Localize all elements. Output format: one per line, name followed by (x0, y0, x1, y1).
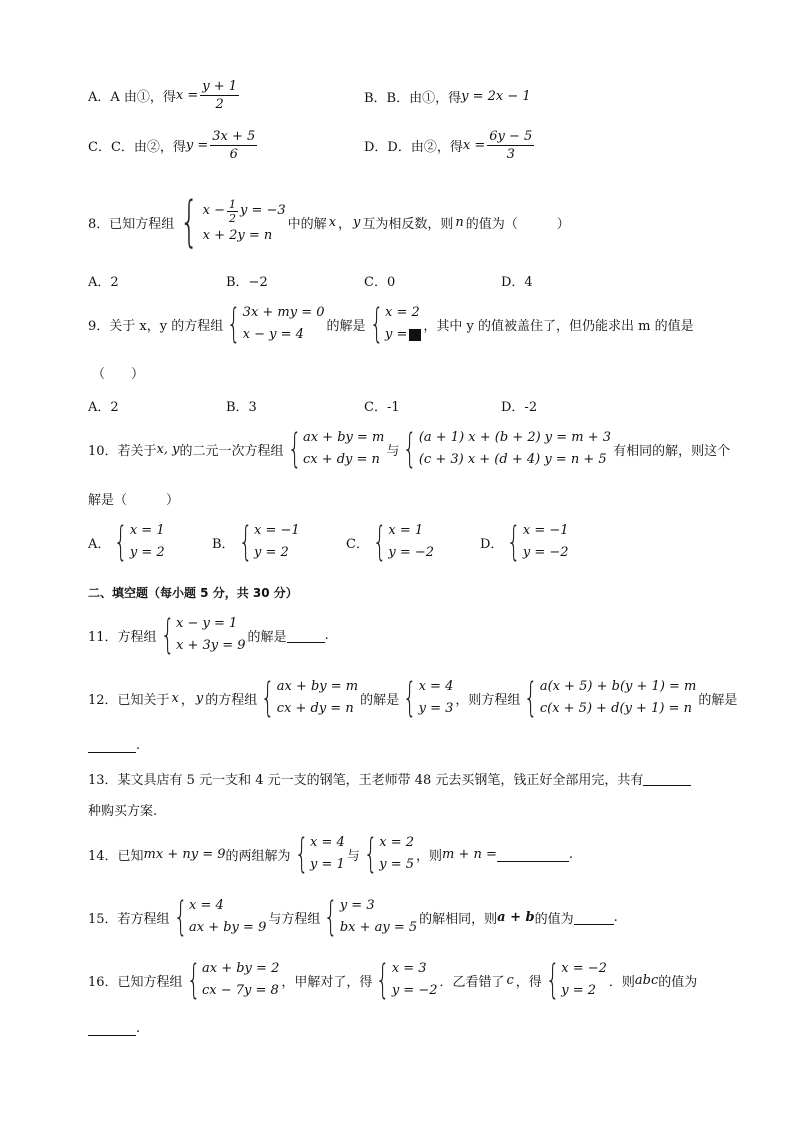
q15-s1-l1: x = 4 (189, 898, 224, 913)
q12-sol-l1: x = 4 (418, 679, 454, 694)
q15-stem (88, 895, 618, 939)
q10-sys2-line2: (c + 3) x + (d + 4) y = n + 5 (418, 452, 607, 467)
q10-option-a-system (112, 520, 164, 564)
q10-option-c-system (371, 520, 434, 564)
q8-prefix: 8．已知方程组 (88, 216, 175, 232)
q11-suffix: 的解是 (247, 629, 287, 645)
q10-option-b-system (237, 520, 300, 564)
q10-suffix: 有相同的解，则这个 (613, 443, 731, 459)
q15-s2-l1: y = 3 (339, 898, 375, 913)
q10-mid2: 与 (386, 443, 400, 459)
q9-stem (88, 302, 694, 346)
q16-s1-l1: ax + by = 2 (202, 961, 280, 976)
q11-system-lines (176, 613, 246, 657)
q14-mid3: ，则 (416, 848, 443, 864)
q15-mid2: 的解相同，则 (419, 911, 498, 927)
q12-sys2-l1: a(x + 5) + b(y + 1) = m (539, 679, 697, 694)
q11-stem (88, 613, 329, 657)
q9-mid: 的解是 (326, 318, 366, 334)
q7-d-lhs: x = (462, 138, 486, 153)
q13-line1 (88, 769, 691, 788)
q10-option-a-lines (130, 520, 165, 564)
q7-option-b (364, 87, 531, 106)
left-brace-icon: { (160, 612, 175, 658)
left-brace-icon: { (524, 675, 539, 721)
q7-a-lhs: x = (175, 88, 199, 103)
q15-s2-l2: bx + ay = 5 (339, 920, 418, 935)
q10-option-c-l2: y = −2 (388, 545, 435, 560)
q16-system (185, 958, 280, 1002)
q10-option-b-l1: x = −1 (254, 523, 300, 538)
q8-half-fraction (227, 198, 238, 225)
q16-mid2: ．乙看错了 (439, 974, 505, 990)
q8-system-lines (203, 198, 286, 247)
q9-prefix: 9．关于 x，y 的方程组 (88, 318, 224, 334)
q8-comma: ， (338, 216, 352, 232)
q10-system1-lines (303, 427, 384, 471)
q12-answer-blank[interactable] (88, 738, 136, 753)
q14-solution1 (293, 832, 345, 876)
left-brace-icon: { (226, 301, 241, 347)
q10-system2 (401, 427, 611, 471)
q7-a-denominator: 2 (215, 97, 224, 112)
q10-prefix: 10．若关于 (88, 443, 157, 459)
q12-solution-lines (419, 676, 454, 720)
q16-mid5: 的值为 (658, 974, 698, 990)
q11-l2: x + 3y = 9 (176, 638, 246, 653)
section-heading-fill-in: 二、填空题（每小题 5 分，共 30 分） (88, 586, 298, 600)
q14-s2-l2: y = 5 (379, 857, 415, 872)
q9-system (225, 302, 324, 346)
left-brace-icon: { (294, 831, 309, 877)
q10-option-d-l2: y = −2 (522, 545, 569, 560)
q10-option-d-system (505, 520, 568, 564)
q16-var-c: c (506, 972, 514, 988)
q10-option-c-lines (388, 520, 434, 564)
q10-stem (88, 427, 730, 471)
left-brace-icon: { (180, 190, 199, 253)
q10-option-c-l1: x = 1 (388, 523, 424, 538)
q10-option-b-label: B． (212, 536, 235, 552)
q12-sys2-l2: c(x + 5) + d(y + 1) = n (539, 701, 692, 716)
q13-answer-blank[interactable] (643, 771, 691, 786)
left-brace-icon: { (376, 957, 391, 1003)
left-brace-icon: { (372, 519, 387, 565)
q16-system-lines (202, 958, 279, 1002)
q15-system1 (172, 895, 267, 939)
q9-option-a: A．2 (88, 400, 119, 415)
q8-option-b: B．−2 (226, 275, 268, 290)
q7-a-numerator: y + 1 (202, 79, 238, 94)
q10-option-a-label: A． (88, 536, 111, 552)
q7-c-denominator: 6 (229, 147, 238, 162)
q10-vars: x, y (156, 441, 180, 457)
q11-prefix: 11．方程组 (88, 629, 157, 645)
q7-option-d (364, 128, 536, 163)
q14-stem (88, 832, 573, 876)
q14-equation: mx + ny = 9 (143, 846, 226, 862)
q9-suffix: ，其中 y 的值被盖住了，但仍能求出 m 的值是 (423, 318, 694, 334)
q13-text-line1: 13．某文具店有 5 元一支和 4 元一支的钢笔，王老师带 48 元去买钢笔，钱正好全部用完，共有 (88, 773, 644, 788)
q16-s1-l2: cx − 7y = 8 (202, 983, 279, 998)
left-brace-icon: { (402, 675, 417, 721)
q7-c-label: C．C．由②，得 (88, 140, 186, 155)
q16-s2-l2: y = −2 (391, 983, 438, 998)
q11-system (159, 613, 246, 657)
q8-stem (88, 190, 570, 253)
q8-option-a: A．2 (88, 275, 119, 290)
q16-answer-line (88, 1021, 140, 1036)
q12-var-y: y (195, 690, 204, 706)
q15-s1-l2: ax + by = 9 (189, 920, 267, 935)
q16-solution-correct (374, 958, 437, 1002)
q10-sys2-line1: (a + 1) x + (b + 2) y = m + 3 (418, 430, 612, 445)
q16-stem (88, 958, 697, 1002)
left-brace-icon: { (403, 426, 418, 472)
q11-end: . (324, 627, 329, 643)
q8-suffix3: 的值为（ ） (465, 216, 570, 232)
left-brace-icon: { (261, 675, 276, 721)
left-brace-icon: { (507, 519, 522, 565)
left-brace-icon: { (545, 957, 560, 1003)
q12-system2 (522, 676, 696, 720)
q9-solution-lines (385, 302, 421, 346)
q9-sys-line2: x − y = 4 (242, 327, 304, 342)
q9-solution (368, 302, 422, 346)
q12-sys1-l2: cx + dy = n (276, 701, 354, 716)
q12-mid3: ，则方程组 (455, 692, 521, 708)
q9-option-c: C．-1 (364, 400, 400, 415)
left-brace-icon: { (363, 831, 378, 877)
q12-sol-l2: y = 3 (418, 701, 454, 716)
q10-line2: 解是（ ） (88, 493, 180, 508)
q8-line1-part2: y = −3 (240, 203, 286, 218)
q14-s1-l1: x = 4 (309, 835, 345, 850)
q14-end: . (568, 846, 574, 862)
q7-a-label: A．A 由①，得 (88, 90, 176, 105)
q7-c-fraction (210, 128, 257, 163)
q14-s2-l1: x = 2 (379, 835, 414, 850)
left-brace-icon: { (186, 957, 201, 1003)
left-brace-icon: { (287, 426, 302, 472)
q9-sol-line2 (385, 324, 421, 346)
q7-d-numerator: 6y − 5 (489, 129, 533, 144)
q8-var-y: y (353, 214, 361, 230)
q9-option-b: B．3 (226, 400, 257, 415)
q8-var-x: x (328, 214, 337, 230)
q12-comma: ， (180, 692, 194, 708)
q14-prefix: 14．已知 (88, 848, 144, 864)
q10-option-b-l2: y = 2 (254, 545, 289, 560)
q14-answer-blank[interactable] (497, 847, 569, 862)
q15-prefix: 15．若方程组 (88, 911, 170, 927)
q10-sys1-line2: cx + dy = n (302, 452, 380, 467)
q12-solution (401, 676, 453, 720)
q14-mid2: 与 (346, 848, 360, 864)
q11-answer-blank[interactable] (287, 628, 325, 643)
q10-option-b-lines (254, 520, 300, 564)
q14-s1-l2: y = 1 (309, 857, 345, 872)
q8-frac-num: 1 (229, 197, 236, 211)
q10-option-a-l1: x = 1 (129, 523, 165, 538)
q7-b-label: B．B．由①，得 (364, 91, 462, 106)
q16-solution-wrong-lines (561, 958, 607, 1002)
q10-option-a (88, 520, 167, 564)
q16-mid4: ．则 (608, 974, 635, 990)
q7-a-fraction (200, 78, 239, 113)
q16-solution-wrong (544, 958, 607, 1002)
q9-system-lines (243, 302, 325, 346)
q15-system2 (322, 895, 417, 939)
q16-answer-blank[interactable] (88, 1021, 136, 1036)
q7-c-numerator: 3x + 5 (212, 129, 256, 144)
q10-sys1-line1: ax + by = m (302, 430, 385, 445)
q14-expression: m + n = (442, 846, 497, 862)
q12-mid2: 的解是 (360, 692, 400, 708)
q8-line2: x + 2y = n (202, 227, 273, 243)
q10-mid1: 的二元一次方程组 (179, 443, 284, 459)
left-brace-icon: { (369, 301, 384, 347)
q9-sol-line2-text: y = (385, 327, 408, 342)
q10-system2-lines (419, 427, 611, 471)
q10-option-d-label: D． (480, 536, 504, 552)
q7-d-label: D．D．由②，得 (364, 140, 463, 155)
q14-solution2 (362, 832, 414, 876)
q10-option-c (346, 520, 436, 564)
q15-system1-lines (189, 895, 266, 939)
q12-stem (88, 676, 737, 720)
q12-end: . (136, 738, 141, 753)
q8-var-n: n (455, 214, 464, 230)
q7-option-a (88, 78, 241, 113)
q12-system1 (259, 676, 358, 720)
q10-option-b (212, 520, 302, 564)
covered-value-square-icon (409, 329, 421, 341)
q13-line2: 种购买方案. (88, 804, 158, 819)
q7-b-expression: y = 2x − 1 (461, 89, 531, 104)
q9-paren: （ ） (92, 367, 145, 382)
q9-sys-line1: 3x + my = 0 (242, 305, 325, 320)
q15-mid3: 的值为 (534, 911, 574, 927)
q15-system2-lines (340, 895, 417, 939)
q15-answer-blank[interactable] (574, 910, 614, 925)
q10-system1 (286, 427, 385, 471)
q8-line1-part1: x − (202, 203, 225, 218)
q15-expression: a + b (497, 909, 535, 925)
left-brace-icon: { (238, 519, 253, 565)
q10-option-d (480, 520, 571, 564)
q9-option-d: D．-2 (501, 400, 538, 415)
q16-solution-correct-lines (392, 958, 438, 1002)
q12-var-x: x (171, 690, 179, 706)
q8-system (176, 190, 286, 253)
q16-s2-l1: x = 3 (391, 961, 427, 976)
q9-sol-line1: x = 2 (385, 305, 420, 320)
q12-system2-lines (540, 676, 697, 720)
q16-expression: abc (634, 972, 659, 988)
q16-end: . (136, 1021, 141, 1036)
q16-s3-l1: x = −2 (561, 961, 607, 976)
q10-option-d-l1: x = −1 (522, 523, 569, 538)
q16-prefix: 16．已知方程组 (88, 974, 183, 990)
q16-mid3: ，得 (515, 974, 542, 990)
q16-s3-l2: y = 2 (561, 983, 597, 998)
q14-solution1-lines (310, 832, 345, 876)
q10-option-a-l2: y = 2 (129, 545, 165, 560)
q7-d-denominator: 3 (506, 147, 515, 162)
q8-option-c: C．0 (364, 275, 396, 290)
q8-suffix1: 中的解 (287, 216, 327, 232)
q12-answer-line (88, 738, 140, 753)
q16-mid1: ，甲解对了，得 (281, 974, 373, 990)
q12-suffix: 的解是 (698, 692, 738, 708)
q10-option-c-label: C． (346, 536, 369, 552)
q7-d-fraction (487, 128, 534, 163)
q7-c-lhs: y = (185, 138, 209, 153)
left-brace-icon: { (173, 894, 188, 940)
left-brace-icon: { (324, 894, 339, 940)
q14-mid1: 的两组解为 (225, 848, 291, 864)
q8-option-d: D．4 (501, 275, 533, 290)
q15-mid1: 与方程组 (268, 911, 321, 927)
q12-mid1: 的方程组 (205, 692, 258, 708)
q8-line1 (203, 198, 286, 225)
left-brace-icon: { (114, 519, 129, 565)
q12-prefix: 12．已知关于 (88, 692, 170, 708)
q11-l1: x − y = 1 (176, 616, 238, 631)
q7-option-c (88, 128, 259, 163)
q15-end: . (613, 909, 618, 925)
q12-sys1-l1: ax + by = m (276, 679, 359, 694)
q12-system1-lines (277, 676, 358, 720)
q14-solution2-lines (379, 832, 414, 876)
q8-suffix2: 互为相反数，则 (362, 216, 454, 232)
q8-frac-den: 2 (229, 211, 236, 225)
q10-option-d-lines (523, 520, 569, 564)
